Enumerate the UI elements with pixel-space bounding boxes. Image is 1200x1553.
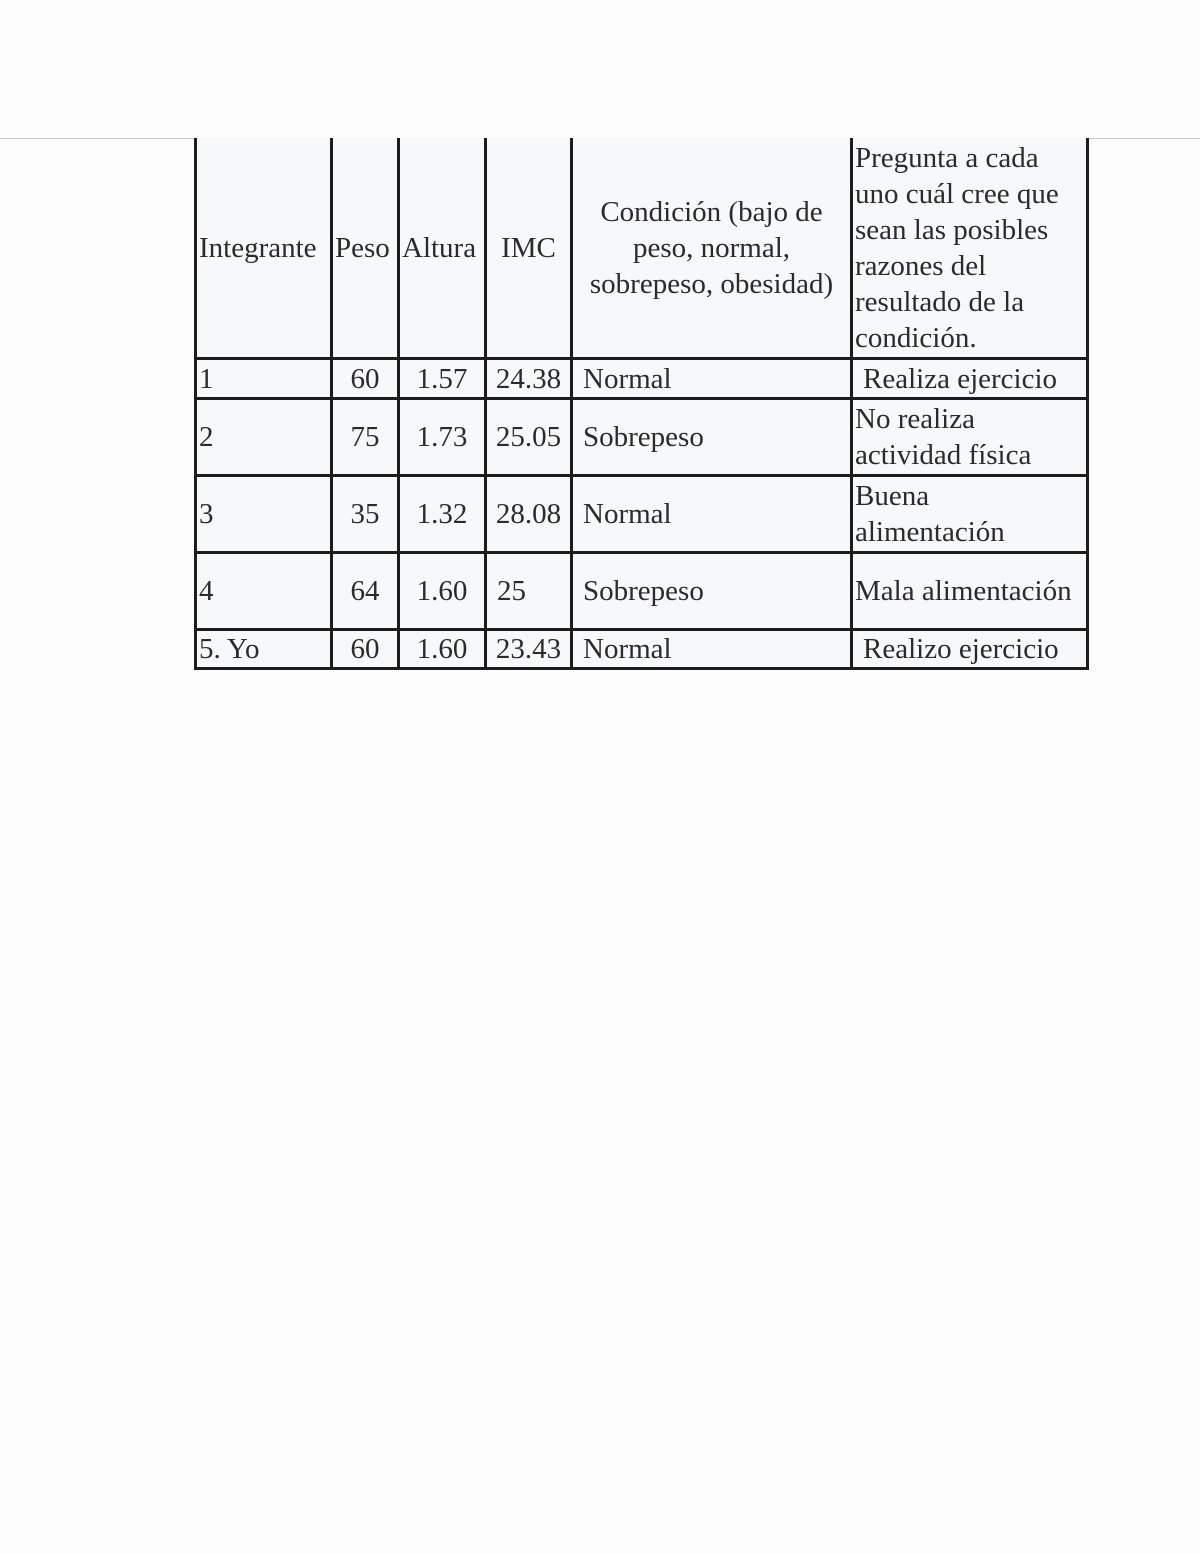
cell-razon: No realiza actividad física <box>852 399 1088 476</box>
cell-peso: 35 <box>332 476 399 553</box>
header-altura: Altura <box>399 138 486 359</box>
cell-altura: 1.57 <box>399 359 486 399</box>
header-peso: Peso <box>332 138 399 359</box>
cell-peso: 64 <box>332 553 399 630</box>
cell-condicion: Normal <box>572 630 852 669</box>
cell-altura: 1.73 <box>399 399 486 476</box>
table-row <box>196 630 1088 669</box>
cell-peso: 60 <box>332 359 399 399</box>
table-row <box>196 476 1088 553</box>
cell-altura: 1.60 <box>399 630 486 669</box>
cell-altura: 1.60 <box>399 553 486 630</box>
cell-razon: Realizo ejercicio <box>852 630 1088 669</box>
cell-condicion: Sobrepeso <box>572 399 852 476</box>
table-row <box>196 553 1088 630</box>
cell-peso: 75 <box>332 399 399 476</box>
cell-integrante: 3 <box>196 476 332 553</box>
cell-razon: Buena alimentación <box>852 476 1088 553</box>
cell-razon: Mala alimentación <box>852 553 1088 630</box>
cell-imc: 23.43 <box>486 630 572 669</box>
cell-altura: 1.32 <box>399 476 486 553</box>
cell-condicion: Normal <box>572 476 852 553</box>
table-row <box>196 399 1088 476</box>
cell-integrante: 4 <box>196 553 332 630</box>
cell-imc: 25 <box>486 553 572 630</box>
cell-integrante: 2 <box>196 399 332 476</box>
table-row <box>196 359 1088 399</box>
header-condicion: Condición (bajo de peso, normal, sobrepeso, obesidad) <box>572 138 852 359</box>
header-imc: IMC <box>486 138 572 359</box>
cell-condicion: Normal <box>572 359 852 399</box>
cell-condicion: Sobrepeso <box>572 553 852 630</box>
cell-integrante: 1 <box>196 359 332 399</box>
cell-imc: 28.08 <box>486 476 572 553</box>
cell-imc: 24.38 <box>486 359 572 399</box>
header-integrante: Integrante <box>196 138 332 359</box>
bmi-table <box>194 138 1089 670</box>
cell-peso: 60 <box>332 630 399 669</box>
cell-razon: Realiza ejercicio <box>852 359 1088 399</box>
cell-imc: 25.05 <box>486 399 572 476</box>
table-header-row <box>196 138 1088 359</box>
header-pregunta: Pregunta a cada uno cuál cree que sean las posibles razones del resultado de la condición. <box>852 138 1088 359</box>
cell-integrante: 5. Yo <box>196 630 332 669</box>
